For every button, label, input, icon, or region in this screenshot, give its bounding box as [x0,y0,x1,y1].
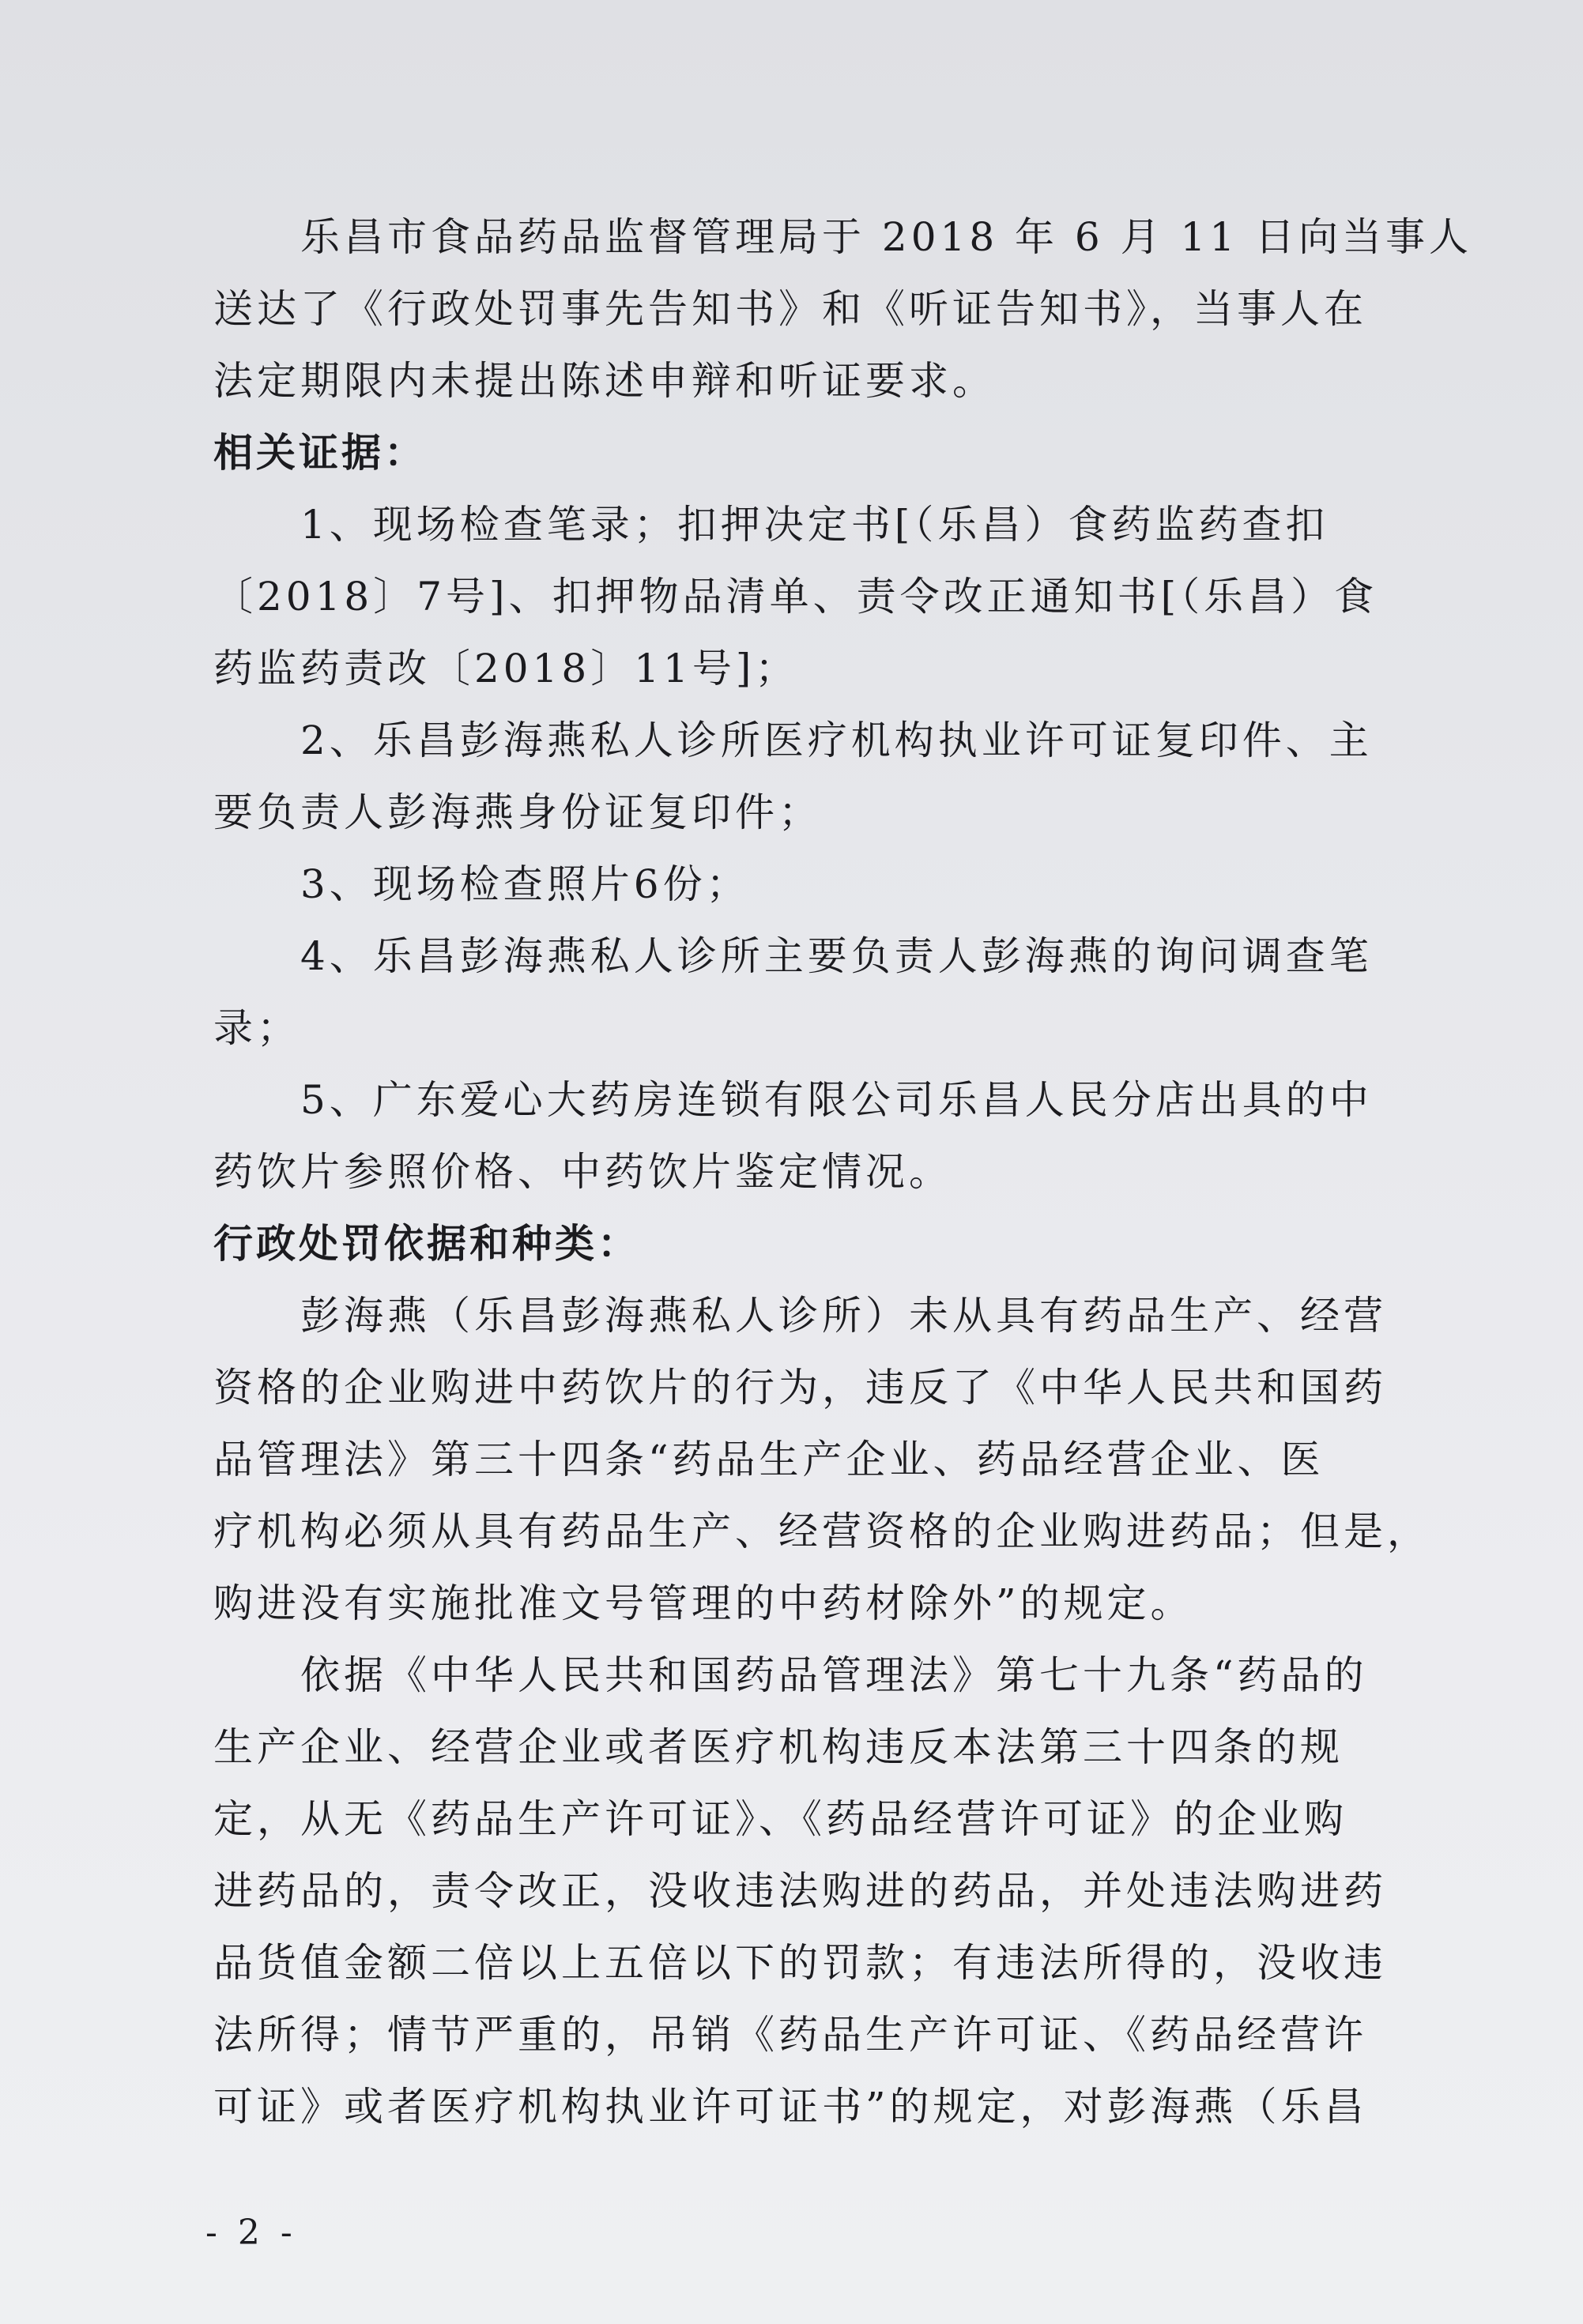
evidence-item-1: 1、现场检查笔录；扣押决定书[（乐昌）食药监药查扣 [300,502,1329,548]
paragraph-line: 生产企业、经营企业或者医疗机构违反本法第三十四条的规 [213,1724,1344,1770]
evidence-item-3: 3、现场检查照片6份； [300,861,750,907]
page-number: - 2 - [205,2213,297,2253]
paragraph-line: 购进没有实施批准文号管理的中药材除外”的规定。 [213,1580,1194,1626]
paragraph-line: 可证》或者医疗机构执业许可证书”的规定，对彭海燕（乐昌 [213,2084,1368,2130]
paragraph-line: 要负责人彭海燕身份证复印件； [213,789,822,835]
paragraph-line: 录； [213,1005,300,1051]
paragraph-line: 品货值金额二倍以上五倍以下的罚款；有违法所得的，没收违 [213,1940,1387,1986]
section-heading-evidence: 相关证据： [213,430,427,476]
paragraph-line: 进药品的，责令改正，没收违法购进的药品，并处违法购进药 [213,1868,1387,1914]
paragraph-line: 法所得；情节严重的，吊销《药品生产许可证、《药品经营许 [213,2012,1367,2058]
paragraph-line: 药饮片参照价格、中药饮片鉴定情况。 [213,1149,952,1195]
paragraph-line: 品管理法》第三十四条“药品生产企业、药品经营企业、医 [213,1437,1325,1482]
paragraph-line: 依据《中华人民共和国药品管理法》第七十九条“药品的 [300,1652,1368,1698]
paragraph-line: 疗机构必须从具有药品生产、经营资格的企业购进药品；但是， [213,1509,1430,1554]
paragraph-line: 资格的企业购进中药饮片的行为，违反了《中华人民共和国药 [213,1365,1387,1411]
paragraph-line: 送达了《行政处罚事先告知书》和《听证告知书》，当事人在 [213,286,1367,332]
section-heading-penalty-basis: 行政处罚依据和种类： [213,1221,640,1267]
paragraph-line: 彭海燕（乐昌彭海燕私人诊所）未从具有药品生产、经营 [300,1293,1387,1339]
document-body [213,202,1473,2143]
paragraph-line: 药监药责改〔2018〕11号]； [213,646,799,691]
paragraph-line: 〔2018〕7号]、扣押物品清单、责令改正通知书[（乐昌）食 [213,574,1378,620]
paragraph-line: 定，从无《药品生产许可证》、《药品经营许可证》的企业购 [213,1796,1347,1842]
evidence-item-2: 2、乐昌彭海燕私人诊所医疗机构执业许可证复印件、主 [300,718,1373,763]
evidence-item-5: 5、广东爱心大药房连锁有限公司乐昌人民分店出具的中 [300,1077,1373,1123]
evidence-item-4: 4、乐昌彭海燕私人诊所主要负责人彭海燕的询问调查笔 [300,933,1373,979]
paragraph-line: 乐昌市食品药品监督管理局于 2018 年 6 月 11 日向当事人 [300,214,1473,260]
paragraph-line: 法定期限内未提出陈述申辩和听证要求。 [213,358,996,404]
